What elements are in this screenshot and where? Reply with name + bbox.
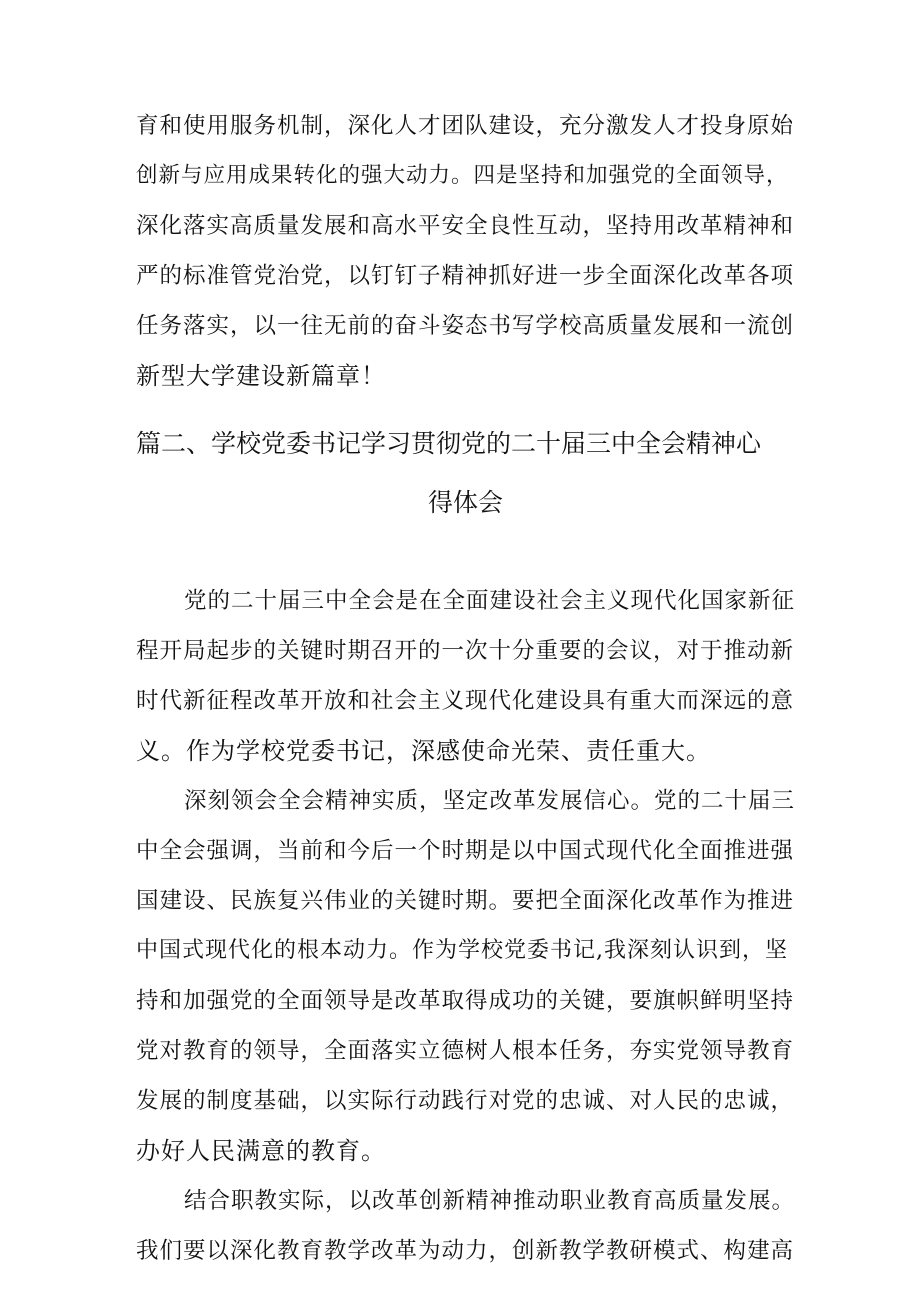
section-title-line-2: 得体会 [428, 488, 504, 517]
body-text-line: 任务落实，以一往无前的奋斗姿态书写学校高质量发展和一流创 [136, 313, 795, 339]
paragraph-first-line: 党的二十届三中全会是在全面建设社会主义现代化国家新征 [184, 588, 796, 614]
body-text-line: 义。作为学校党委书记，深感使命光荣、责任重大。 [136, 737, 711, 765]
body-text-line: 时代新征程改革开放和社会主义现代化建设具有重大而深远的意 [136, 688, 795, 714]
body-text-line: 深化落实高质量发展和高水平安全良性互动，坚持用改革精神和 [136, 213, 795, 239]
body-text-line: 办好人民满意的教育。 [136, 1137, 386, 1165]
paragraph-first-line: 深刻领会全会精神实质，坚定改革发展信心。党的二十届三 [184, 788, 796, 814]
body-text-line: 中国式现代化的根本动力。作为学校党委书记,我深刻认识到，坚 [136, 938, 788, 963]
section-title-line-1: 篇二、学校党委书记学习贯彻党的二十届三中全会精神心 [136, 429, 762, 458]
body-text-line: 中全会强调，当前和今后一个时期是以中国式现代化全面推进强 [136, 838, 795, 864]
paragraph-first-line: 结合职教实际，以改革创新精神推动职业教育高质量发展。 [184, 1188, 796, 1214]
body-text-line: 国建设、民族复兴伟业的关键时期。要把全面深化改革作为推进 [136, 888, 795, 914]
body-text-line: 程开局起步的关键时期召开的一次十分重要的会议，对于推动新 [136, 638, 795, 664]
body-text-line: 创新与应用成果转化的强大动力。四是坚持和加强党的全面领导， [136, 163, 789, 188]
body-text-line: 严的标准管党治党，以钉钉子精神抓好进一步全面深化改革各项 [136, 263, 795, 289]
body-text-line: 育和使用服务机制，深化人才团队建设，充分激发人才投身原始 [136, 113, 795, 139]
body-text-line: 我们要以深化教育教学改革为动力，创新教学教研模式、构建高 [136, 1238, 795, 1264]
body-text-line: 持和加强党的全面领导是改革取得成功的关键，要旗帜鲜明坚持 [136, 988, 795, 1014]
body-text-line: 新型大学建设新篇章！ [136, 362, 386, 390]
body-text-line: 发展的制度基础，以实际行动践行对党的忠诚、对人民的忠诚， [136, 1088, 795, 1114]
body-text-line: 党对教育的领导，全面落实立德树人根本任务，夯实党领导教育 [136, 1038, 795, 1064]
